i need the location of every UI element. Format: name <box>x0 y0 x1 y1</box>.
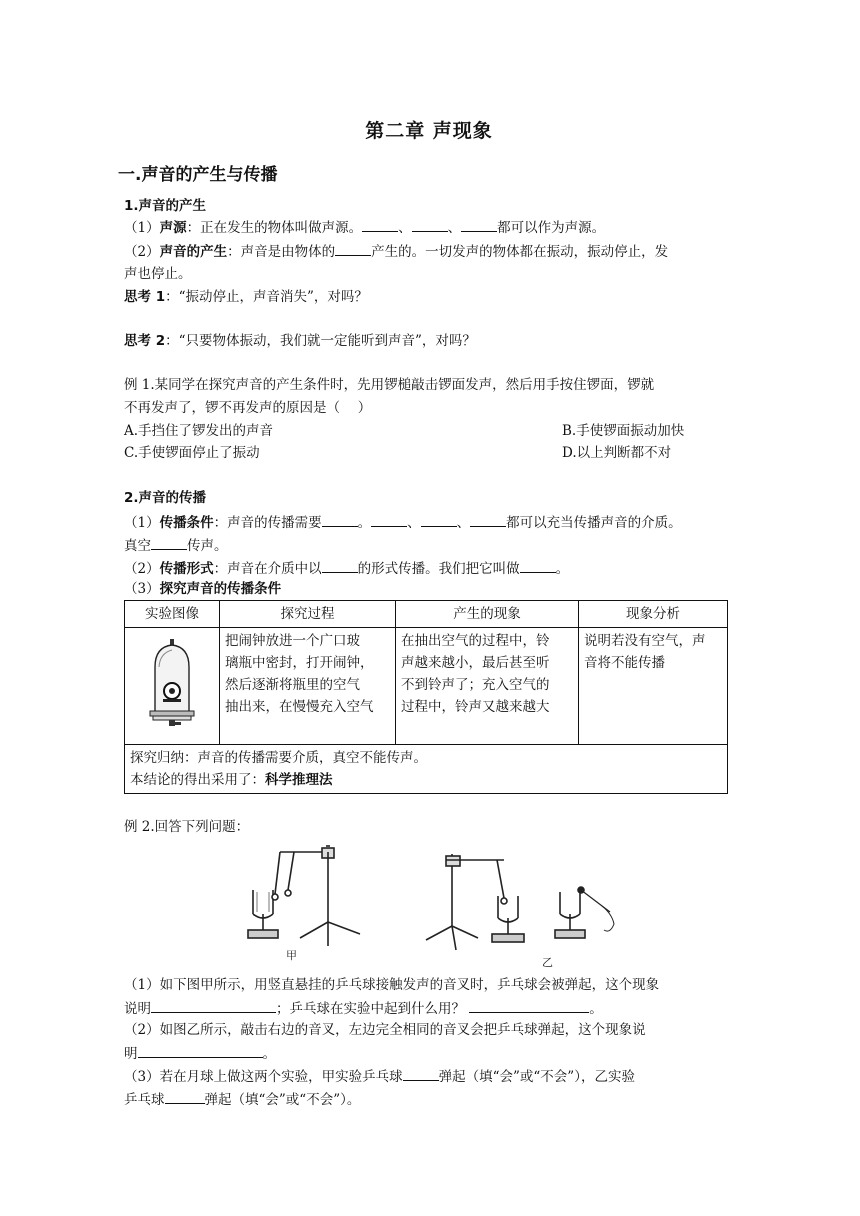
option-c[interactable]: C.手使锣面停止了振动 <box>124 445 260 461</box>
question-2-answer-line: 明 。 <box>124 1043 276 1064</box>
definition-sound-source: （1）声源：正在发生的物体叫做声源。 、 、 都可以作为声源。 <box>124 217 605 238</box>
question-3-line-2: 乒乓球 弹起（填“会”或“不会”）。 <box>124 1089 360 1110</box>
question-1: （1）如下图甲所示，用竖直悬挂的乒乓球接触发声的音叉时，乒乓球会被弹起，这个现象 <box>124 977 660 993</box>
fill-blank[interactable] <box>151 535 187 550</box>
tuning-fork-figures <box>242 842 620 970</box>
definition-propagation-condition: （1）传播条件：声音的传播需要 。 、 、 都可以充当传播声音的介质。 <box>124 512 682 533</box>
bell-jar-image <box>125 628 220 745</box>
fill-blank[interactable] <box>403 1066 439 1081</box>
term: 声源 <box>159 220 187 236</box>
subsection-heading-sound-production: 1.声音的产生 <box>124 198 207 214</box>
item-number: （1） <box>124 220 160 236</box>
term: 传播条件 <box>159 515 214 531</box>
fill-blank[interactable] <box>421 512 457 527</box>
fill-blank[interactable] <box>335 241 371 256</box>
example-2-heading: 例 2.回答下列问题： <box>124 819 250 835</box>
fill-blank[interactable] <box>165 1089 205 1104</box>
text-line: 声也停止。 <box>124 266 192 282</box>
option-d[interactable]: D.以上判断都不对 <box>562 445 672 461</box>
fill-blank[interactable] <box>461 217 497 232</box>
experiment-table <box>124 600 728 794</box>
example-1-stem: 不再发声了，锣不再发声的原因是（ ） <box>124 400 372 416</box>
option-a[interactable]: A.手挡住了锣发出的声音 <box>124 423 274 439</box>
table-summary-row <box>125 745 728 794</box>
question-1-answer-line: 说明 ；乒乓球在实验中起到什么用？ 。 <box>124 998 603 1019</box>
term: 传播形式 <box>159 561 214 577</box>
term: 声音的产生 <box>159 244 228 260</box>
fill-blank[interactable] <box>322 512 358 527</box>
fill-blank[interactable] <box>371 512 407 527</box>
think-question-1: 思考 1：“振动停止，声音消失”，对吗？ <box>124 289 368 305</box>
table-header: 探究过程 <box>220 601 396 628</box>
fill-blank[interactable] <box>322 558 358 573</box>
fill-blank[interactable] <box>151 998 276 1013</box>
text: ：正在发生的物体叫做声源。 <box>186 220 363 236</box>
text-line: 真空 传声。 <box>124 535 228 556</box>
fill-blank[interactable] <box>520 558 556 573</box>
definition-propagation-form: （2）传播形式：声音在介质中以 的形式传播。我们把它叫做 。 <box>124 558 569 579</box>
section-heading: 一.声音的产生与传播 <box>118 165 278 185</box>
subsection-heading-sound-propagation: 2.声音的传播 <box>124 490 207 506</box>
figure-label-b: 乙 <box>542 956 553 969</box>
think-question-2: 思考 2：“只要物体振动，我们就一定能听到声音”，对吗？ <box>124 333 476 349</box>
fill-blank[interactable] <box>138 1043 263 1058</box>
question-3: （3）若在月球上做这两个实验，甲实验乒乓球 弹起（填“会”或“不会”），乙实验 <box>124 1066 635 1087</box>
table-header-row <box>125 601 728 628</box>
option-b[interactable]: B.手使锣面振动加快 <box>562 423 685 439</box>
phenomenon-cell: 在抽出空气的过程中，铃 声越来越小，最后甚至听 不到铃声了；充入空气的 过程中，铃声又越来越大 <box>396 628 579 745</box>
process-cell: 把闹钟放进一个广口玻 璃瓶中密封，打开闹钟， 然后逐渐将瓶里的空气 抽出来，在慢慢充入空气 <box>220 628 396 745</box>
example-1-stem: 例 1.某同学在探究声音的产生条件时，先用锣槌敲击锣面发声，然后用手按住锣面，锣就 <box>124 377 655 393</box>
analysis-cell: 说明若没有空气，声 音将不能传播 <box>579 628 728 745</box>
text-line: （3）探究声音的传播条件 <box>124 581 282 597</box>
fill-blank[interactable] <box>470 512 506 527</box>
table-row <box>125 628 728 745</box>
table-header: 实验图像 <box>125 601 220 628</box>
fill-blank[interactable] <box>362 217 398 232</box>
table-header: 现象分析 <box>579 601 728 628</box>
figure-label-a: 甲 <box>286 949 297 962</box>
table-header: 产生的现象 <box>396 601 579 628</box>
fill-blank[interactable] <box>469 998 589 1013</box>
definition-sound-production: （2）声音的产生：声音是由物体的 产生的。一切发声的物体都在振动，振动停止，发 <box>124 241 668 262</box>
bell-jar-icon <box>149 637 195 729</box>
summary-cell: 探究归纳：声音的传播需要介质，真空不能传声。 本结论的得出采用了：科学推理法 <box>125 745 728 794</box>
question-2: （2）如图乙所示，敲击右边的音叉，左边完全相同的音叉会把乒乓球弹起，这个现象说 <box>124 1022 646 1038</box>
chapter-title: 第二章 声现象 <box>365 120 493 142</box>
fill-blank[interactable] <box>412 217 448 232</box>
